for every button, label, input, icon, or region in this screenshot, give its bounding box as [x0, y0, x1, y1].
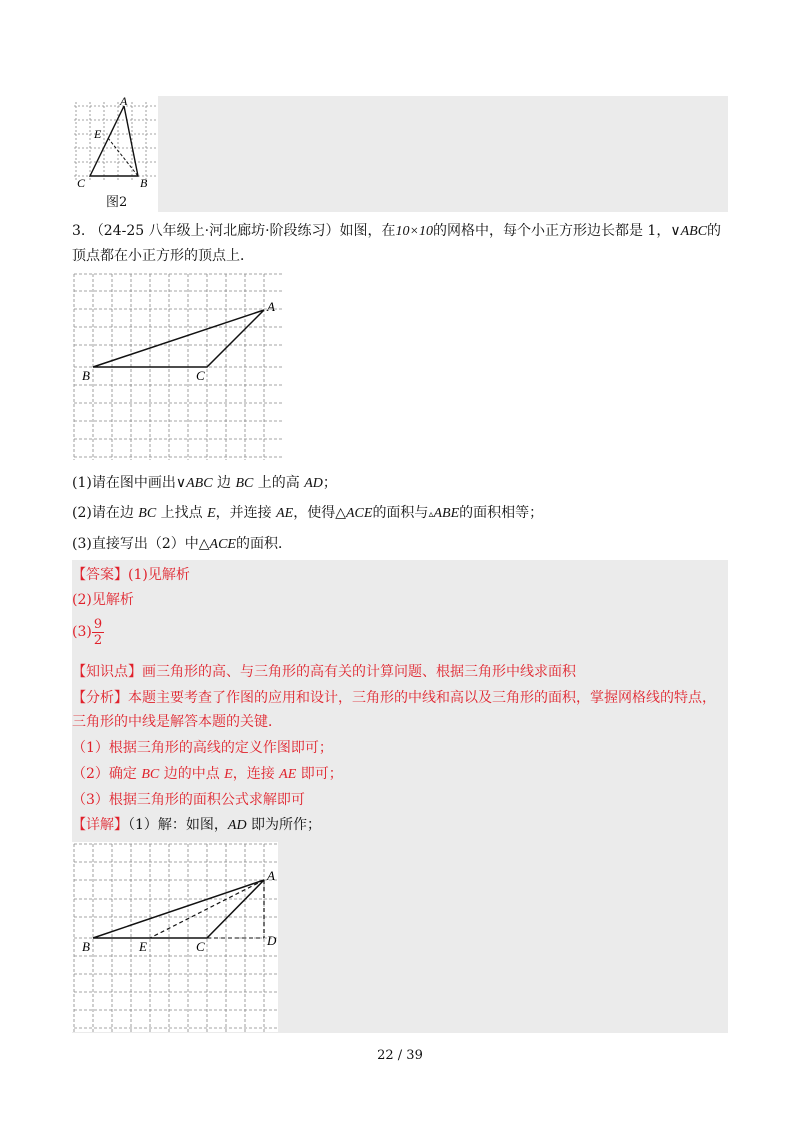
analysis-tag: 【分析】: [72, 690, 128, 706]
question-number: 3.: [72, 223, 86, 239]
analysis-step-3: （3）根据三角形的面积公式求解即可: [72, 792, 305, 808]
question-figure-svg: [72, 270, 282, 460]
part-1-prefix: (1)请在图中画出: [72, 475, 176, 491]
step-2-side: BC: [141, 767, 160, 782]
part-3-prefix: (3)直接写出（2）中: [72, 536, 199, 552]
page-number: 22 / 39: [377, 1048, 423, 1063]
analysis-line-1: [72, 688, 716, 708]
label-a: A: [267, 868, 275, 883]
detail-line: [72, 815, 321, 836]
part-1-end: ；: [322, 475, 337, 491]
part-2-side: BC: [138, 506, 157, 521]
part-2-mid3: ，使得: [293, 505, 336, 521]
part-2-sym1: △: [335, 505, 346, 521]
detail-tag: 【详解】: [72, 817, 128, 833]
grid-size: 10×10: [395, 224, 433, 239]
part-1-mid1: 边: [212, 475, 236, 491]
part-2-prefix: (2)请在边: [72, 505, 139, 521]
knowledge-tag: 【知识点】: [72, 664, 142, 680]
triangle-abc-solution: [93, 880, 264, 938]
part-2-mid1: 上找点: [156, 505, 208, 521]
label-d: D: [267, 933, 277, 948]
detail-seg: AD: [227, 818, 247, 833]
label-b: B: [82, 939, 90, 954]
label-a: A: [120, 96, 128, 108]
part-2-end: 的面积相等；: [459, 505, 544, 521]
analysis-line-2: 三角形的中线是解答本题的关键．: [72, 714, 282, 730]
question-line-1: [72, 221, 721, 242]
part-3-tri: ACE: [209, 537, 236, 552]
figure-2-panel: [158, 96, 728, 212]
figure-2: [72, 96, 158, 212]
part-2-sym2: ▵: [428, 509, 434, 520]
part-2-mid4: 的面积与: [372, 505, 429, 521]
part-2-pt: E: [207, 506, 216, 521]
label-c: C: [196, 939, 205, 954]
label-a: A: [267, 299, 275, 314]
question-intro-a: 如图，在: [339, 223, 396, 239]
question-figure: [72, 270, 282, 460]
label-c: C: [196, 368, 205, 383]
step-2-c: ，连接: [232, 766, 280, 782]
figure-2-caption: 图2: [106, 195, 128, 210]
detail-text-b: 即为所作；: [246, 817, 322, 833]
knowledge-line: [72, 662, 576, 682]
part-1-tri: ABC: [186, 476, 213, 491]
part-3-end: 的面积．: [235, 536, 292, 552]
part-2: [72, 503, 543, 525]
label-b: B: [140, 176, 148, 190]
triangle-name: ABC: [680, 224, 708, 239]
part-1-mid2: 上的高: [253, 475, 305, 491]
part-1-alt: AD: [304, 476, 323, 491]
question-intro-c: 的: [707, 223, 722, 239]
solution-figure-svg: [72, 842, 278, 1032]
solution-figure: [72, 842, 278, 1032]
step-2-seg: AE: [279, 767, 297, 782]
analysis-text-1: 本题主要考查了作图的应用和设计，三角形的中线和高以及三角形的面积，掌握网格线的特点，: [128, 690, 716, 706]
answer-2: (2)见解析: [72, 592, 134, 608]
part-2-seg: AE: [276, 506, 294, 521]
part-1-side: BC: [235, 476, 254, 491]
part-2-tri2: ABE: [433, 506, 460, 521]
answer-3-fraction: [92, 617, 104, 648]
fraction-numerator: 9: [93, 616, 103, 632]
label-e: E: [139, 939, 147, 954]
answer-line-1: [72, 565, 190, 585]
question-intro-b: 的网格中，每个小正方形边长都是 1，: [432, 223, 671, 239]
part-2-tri1: ACE: [345, 506, 373, 521]
answer-tag: 【答案】: [72, 567, 128, 583]
fraction-denominator: 2: [93, 632, 103, 648]
analysis-step-1: （1）根据三角形的高线的定义作图即可；: [72, 740, 333, 756]
step-2-d: 即可；: [296, 766, 343, 782]
label-e: E: [94, 127, 102, 141]
answer-1: (1)见解析: [128, 567, 190, 583]
analysis-step-2: [72, 764, 343, 785]
triangle-symbol: ∨: [670, 223, 681, 239]
label-b: B: [82, 368, 90, 383]
step-2-pt: E: [224, 767, 233, 782]
answer-3: [72, 614, 104, 650]
part-2-mid2: ，并连接: [215, 505, 277, 521]
part-3: [72, 534, 292, 555]
triangle-abc: [90, 106, 138, 176]
part-3-sym: △: [198, 536, 210, 552]
answer-3-prefix: (3): [72, 624, 92, 640]
step-2-a: （2）确定: [72, 766, 142, 782]
part-1-sym: ∨: [175, 475, 187, 491]
step-2-b: 边的中点: [159, 766, 225, 782]
question-line-2: 顶点都在小正方形的顶点上．: [72, 248, 254, 264]
label-c: C: [77, 176, 86, 190]
part-1: [72, 473, 337, 494]
triangle-abc-main: [93, 310, 264, 367]
knowledge-text: 画三角形的高、与三角形的高有关的计算问题、根据三角形中线求面积: [142, 664, 576, 680]
detail-text-a: （1）解：如图，: [128, 817, 228, 833]
question-source: （24-25 八年级上·河北廊坊·阶段练习）: [89, 223, 340, 239]
